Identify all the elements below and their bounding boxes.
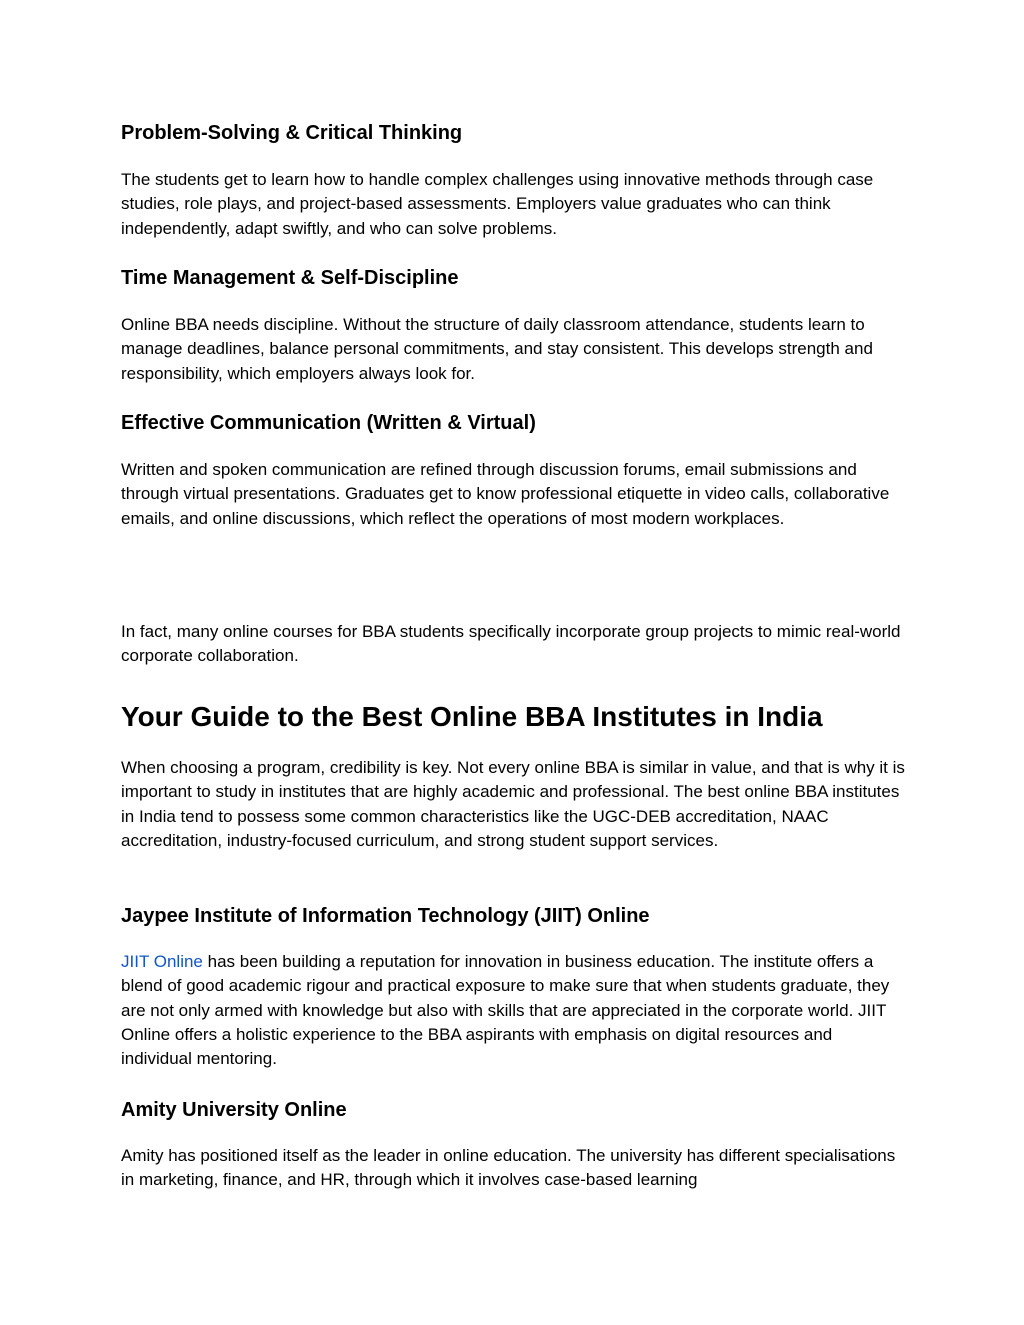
paragraph-communication: Written and spoken communication are refined through discussion forums, email submissions and through virtual presentations. Graduates get to know professional etiquette in video calls, collaborative emails, and online discussions, which reflect the operations of most modern workplaces. [121, 460, 890, 528]
paragraph-guide: When choosing a program, credibility is key. Not every online BBA is similar in value, and that is why it is important to study in institutes that are highly academic and professional. The best online BBA institutes in India tend to possess some common characteristics like the UGC-DEB accreditation, NAAC accreditation, industry-focused curriculum, and strong student support services. [121, 758, 905, 850]
paragraph-amity: Amity has positioned itself as the leader in online education. The university has different specialisations in marketing, finance, and HR, through which it involves case-based learning [121, 1146, 896, 1190]
jiit-online-link[interactable]: JIIT Online [121, 952, 203, 971]
heading-problem-solving: Problem-Solving & Critical Thinking [121, 122, 463, 144]
heading-time-management: Time Management & Self-Discipline [121, 267, 459, 289]
paragraph-problem-solving: The students get to learn how to handle complex challenges using innovative methods through case studies, role plays, and project-based assessments. Employers value graduates who can think independently, adapt swiftly, and who can solve problems. [121, 170, 874, 238]
heading-guide: Your Guide to the Best Online BBA Institutes in India [121, 701, 823, 732]
heading-communication: Effective Communication (Written & Virtual) [121, 412, 536, 434]
paragraph-in-fact: In fact, many online courses for BBA students specifically incorporate group projects to mimic real-world corporate collaboration. [121, 622, 901, 666]
heading-jiit: Jaypee Institute of Information Technology (JIIT) Online [121, 905, 650, 927]
paragraph-jiit-text: has been building a reputation for innovation in business education. The institute offers a blend of good academic rigour and practical exposure to make sure that when students graduate, they are not only armed with knowledge but also with skills that are appreciated in the corporate world. JIIT Online offers a holistic experience to the BBA aspirants with emphasis on digital resources and individual mentoring. [121, 952, 890, 1069]
paragraph-time-management: Online BBA needs discipline. Without the structure of daily classroom attendance, students learn to manage deadlines, balance personal commitments, and stay consistent. This develops strength and responsibility, which employers always look for. [121, 315, 873, 383]
paragraph-jiit [121, 950, 906, 1071]
heading-amity: Amity University Online [121, 1099, 347, 1121]
